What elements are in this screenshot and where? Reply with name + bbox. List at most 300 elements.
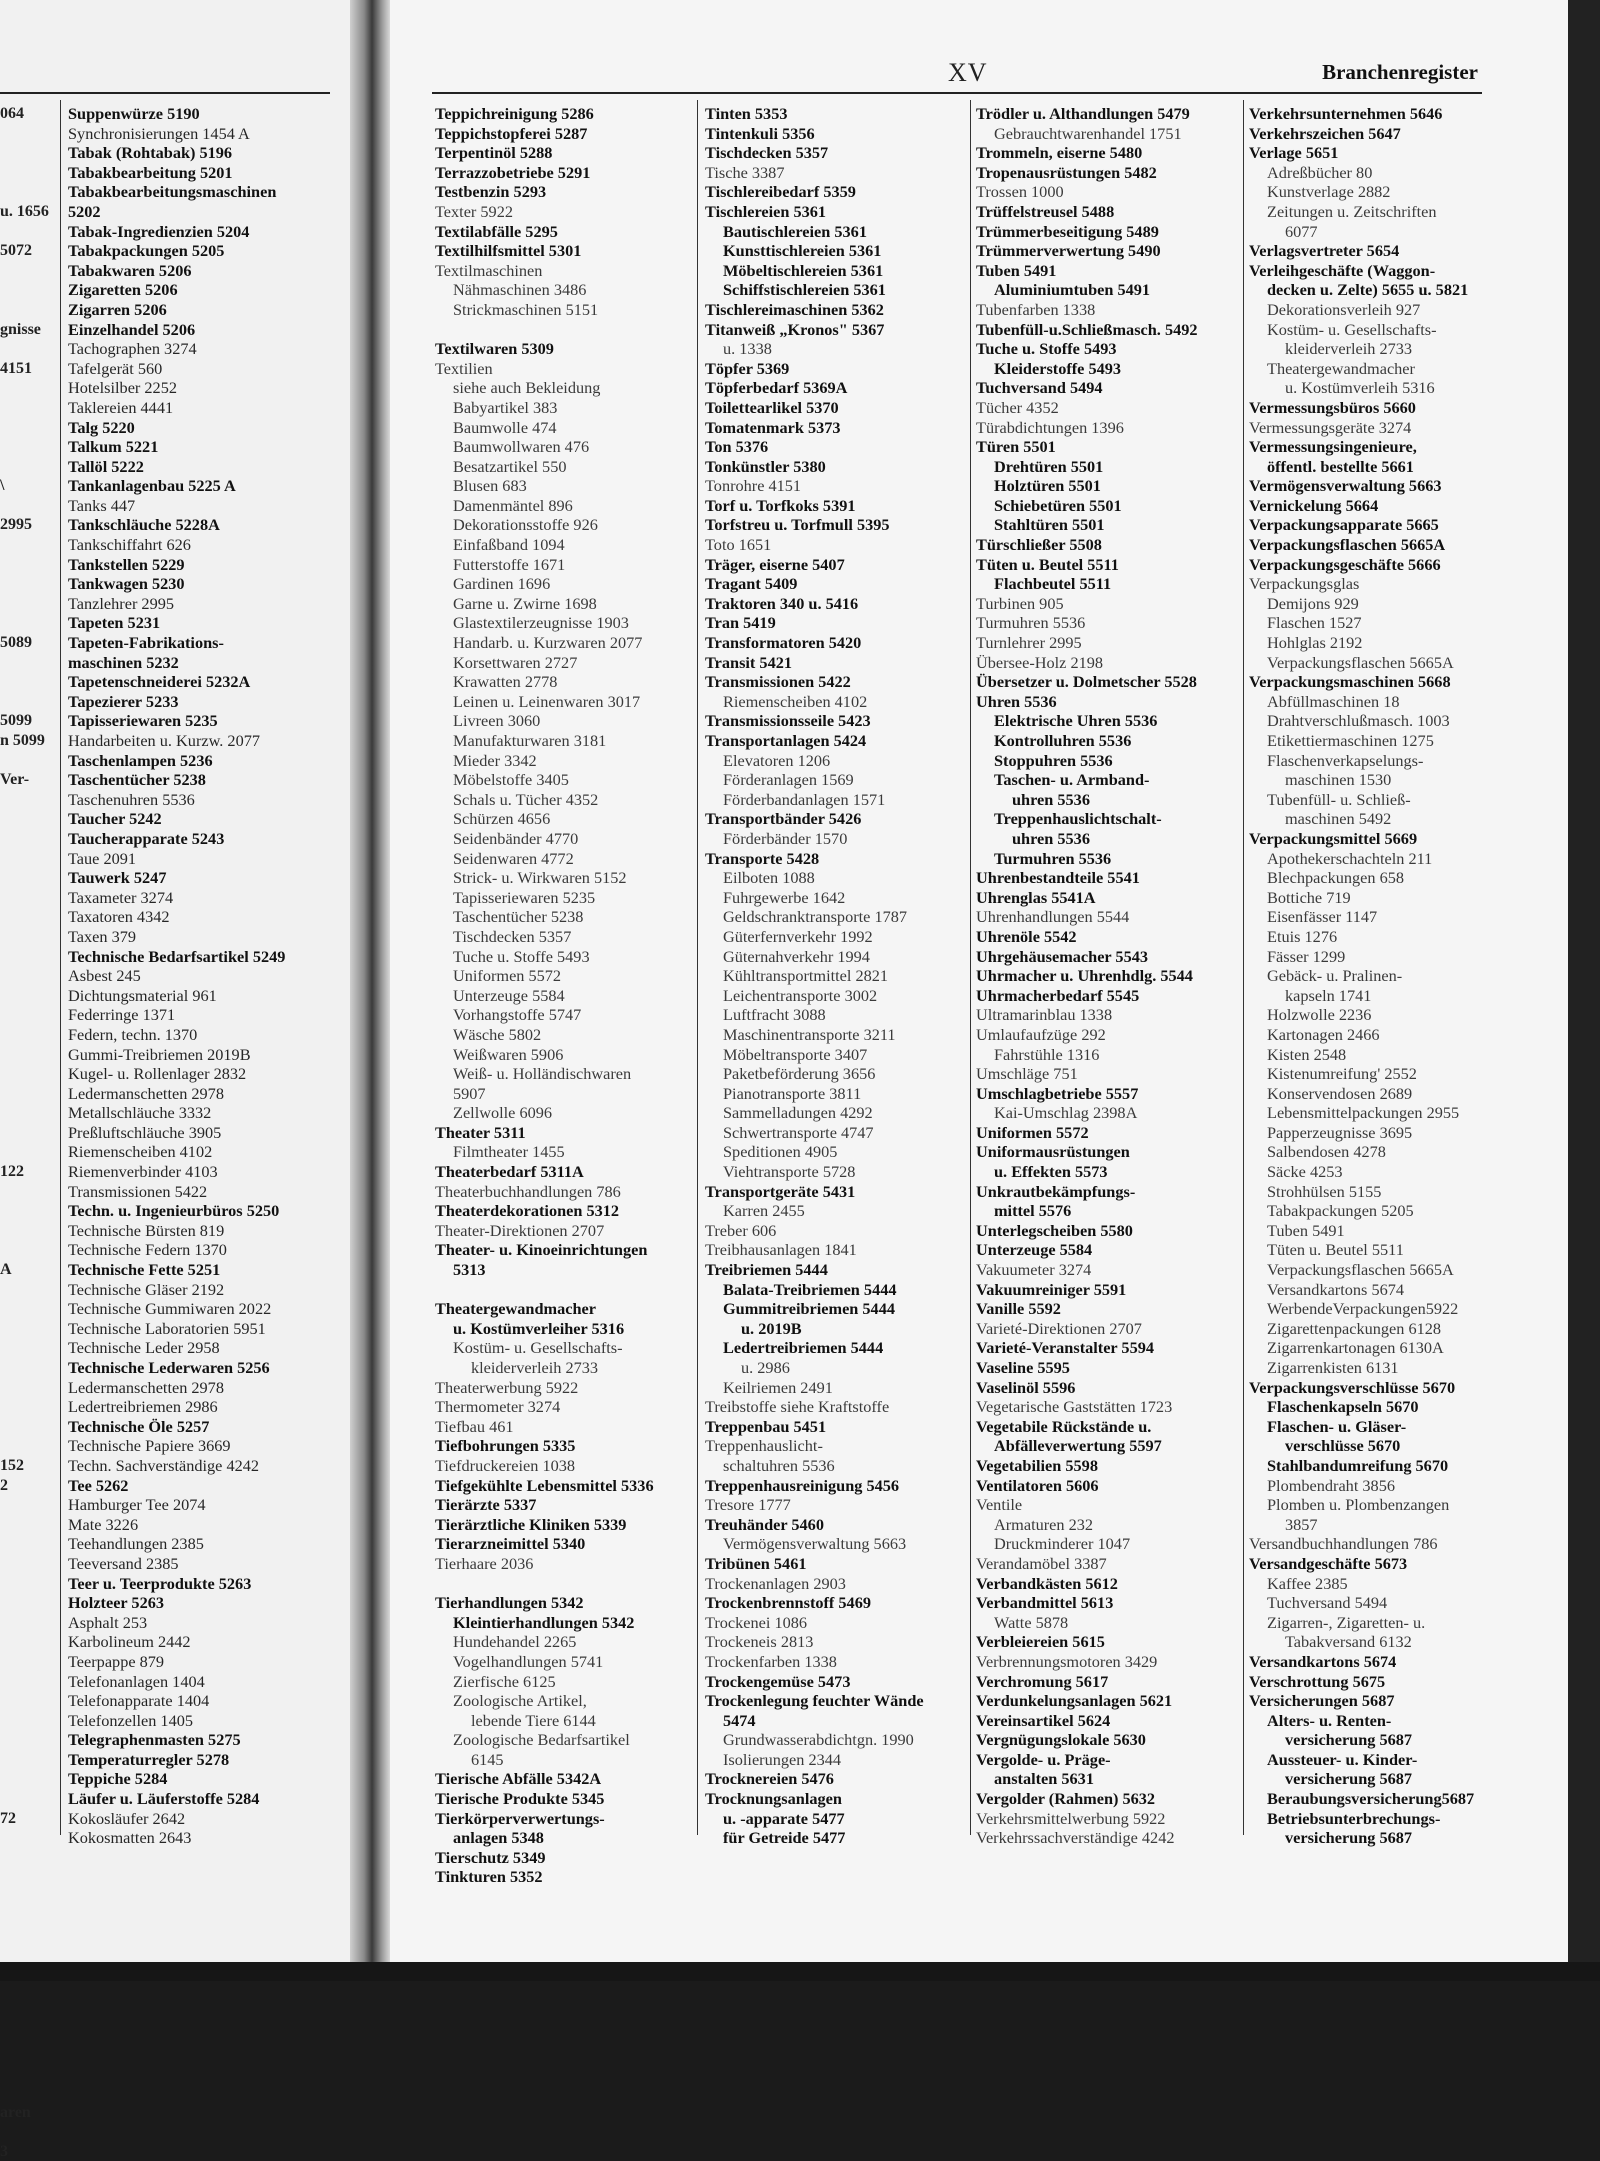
index-entry: Elektrische Uhren 5536 <box>994 711 1158 731</box>
index-entry: Wäsche 5802 <box>453 1024 542 1044</box>
cropped-fragment <box>0 751 49 771</box>
index-entry: Telefonanlagen 1404 <box>68 1671 205 1691</box>
cropped-fragment <box>0 1025 49 1045</box>
index-entry: Filmtheater 1455 <box>453 1142 565 1162</box>
cropped-fragment <box>0 888 49 908</box>
index-entry: Zigarettenpackungen 6128 <box>1267 1318 1442 1338</box>
index-column-4 <box>1249 104 1514 1848</box>
index-entry: Bottiche 719 <box>1267 887 1351 907</box>
index-entry: Baumwolle 474 <box>453 417 557 437</box>
index-entry: Synchronisierungen 1454 A <box>68 123 250 143</box>
index-entry: Kokosläufer 2642 <box>68 1808 186 1828</box>
index-entry: Textilhilfsmittel 5301 <box>435 241 582 261</box>
index-entry: Balata-Treibriemen 5444 <box>723 1279 897 1299</box>
index-entry: Terrazzobetriebe 5291 <box>435 162 591 182</box>
cropped-fragment: 2 <box>0 1476 8 1494</box>
index-entry: Flaschenkapseln 5670 <box>1267 1397 1419 1417</box>
cropped-fragment <box>0 1378 49 1398</box>
index-entry: Theaterdekorationen 5312 <box>435 1201 620 1221</box>
index-entry: Metallschläuche 3332 <box>68 1103 212 1123</box>
cropped-fragment: 5099 <box>0 712 32 730</box>
cropped-fragment <box>0 1730 49 1750</box>
index-entry: kapseln 1741 <box>1285 985 1372 1005</box>
index-entry: Holzteer 5263 <box>68 1593 164 1613</box>
index-entry: Vegetarische Gaststätten 1723 <box>976 1397 1173 1417</box>
index-entry: Förderbandanlagen 1571 <box>723 789 886 809</box>
index-entry: u. 1338 <box>723 339 772 359</box>
index-entry: maschinen 5492 <box>1285 809 1392 829</box>
index-entry: Federringe 1371 <box>68 1005 176 1025</box>
cropped-fragment <box>0 163 49 183</box>
index-entry: Tanks 447 <box>68 495 136 515</box>
index-entry: Weiß- u. Holländischwaren <box>453 1064 632 1084</box>
index-entry: Vermessungsingenieure, <box>1249 437 1417 457</box>
cropped-fragment <box>0 1221 49 1241</box>
column-rule <box>1243 100 1244 1835</box>
cropped-fragment <box>0 1828 49 1848</box>
index-entry: versicherung 5687 <box>1285 1730 1413 1750</box>
index-entry: Technische Laboratorien 5951 <box>68 1318 266 1338</box>
index-entry: Tücher 4352 <box>976 397 1059 417</box>
index-entry: Trockenei 1086 <box>705 1612 808 1632</box>
cropped-fragment <box>0 1338 49 1358</box>
index-entry: Tubenfüll- u. Schließ- <box>1267 789 1411 809</box>
index-entry: Ventile <box>976 1495 1023 1515</box>
index-entry: Technische Gläser 2192 <box>68 1279 225 1299</box>
index-entry: Betriebsunterbrechungs- <box>1267 1808 1441 1828</box>
index-entry: Gebrauchtwarenhandel 1751 <box>994 123 1182 143</box>
index-entry: Trüffelstreusel 5488 <box>976 201 1115 221</box>
index-entry: Unkrautbekämpfungs- <box>976 1181 1136 1201</box>
index-entry: Fuhrgewerbe 1642 <box>723 887 846 907</box>
index-entry: Tran 5419 <box>705 613 776 633</box>
index-entry: Textilwaren 5309 <box>435 339 554 359</box>
index-entry: Verpackungsmittel 5669 <box>1249 828 1418 848</box>
index-entry: Verpackungsgeschäfte 5666 <box>1249 554 1441 574</box>
index-entry: Besatzartikel 550 <box>453 456 567 476</box>
index-entry: Technische Bürsten 819 <box>68 1220 225 1240</box>
index-entry: Dekorationsverleih 927 <box>1267 299 1421 319</box>
index-entry: Güternahverkehr 1994 <box>723 946 870 966</box>
index-entry: Tischdecken 5357 <box>705 143 829 163</box>
index-entry: Drehtüren 5501 <box>994 456 1104 476</box>
index-entry: Kokosmatten 2643 <box>68 1828 192 1848</box>
index-entry: Tee 5262 <box>68 1475 129 1495</box>
index-entry: Türschließer 5508 <box>976 535 1102 555</box>
index-entry: Baumwollwaren 476 <box>453 437 590 457</box>
cropped-fragment <box>0 849 49 869</box>
index-entry: Tubenfüll-u.Schließmasch. 5492 <box>976 319 1198 339</box>
index-entry: Toto 1651 <box>705 535 772 555</box>
index-entry: Lebensmittelpackungen 2955 <box>1267 1103 1460 1123</box>
index-entry: Tomatenmark 5373 <box>705 417 841 437</box>
index-entry: Tankwagen 5230 <box>68 574 185 594</box>
left-cropped-fragments <box>0 104 49 2161</box>
index-entry: Technische Fette 5251 <box>68 1260 221 1280</box>
index-entry: Uhrenbestandteile 5541 <box>976 868 1140 888</box>
index-entry: Tierärztliche Kliniken 5339 <box>435 1514 627 1534</box>
cropped-fragment: 3 <box>0 2142 8 2160</box>
index-entry: Tragant 5409 <box>705 574 798 594</box>
index-entry: Förderanlagen 1569 <box>723 770 854 790</box>
cropped-fragment: 5089 <box>0 634 32 652</box>
index-entry: Trümmerbeseitigung 5489 <box>976 221 1159 241</box>
index-entry: Taxameter 3274 <box>68 887 174 907</box>
index-entry: Taschentücher 5238 <box>453 907 584 927</box>
index-entry: Treppenbau 5451 <box>705 1416 827 1436</box>
index-entry: Ledermanschetten 2978 <box>68 1083 224 1103</box>
index-entry: Versandkartons 5674 <box>1267 1279 1405 1299</box>
index-entry: Transit 5421 <box>705 652 792 672</box>
index-entry: Kartonagen 2466 <box>1267 1024 1380 1044</box>
index-entry: Tabakpackungen 5205 <box>1267 1201 1414 1221</box>
index-entry: Tierische Abfälle 5342A <box>435 1769 602 1789</box>
index-entry: Uniformen 5572 <box>453 966 562 986</box>
index-entry: Drahtverschlußmasch. 1003 <box>1267 711 1450 731</box>
index-entry: Vermessungsgeräte 3274 <box>1249 417 1412 437</box>
index-entry: Gardinen 1696 <box>453 574 551 594</box>
index-entry: Verbandkästen 5612 <box>976 1573 1118 1593</box>
cropped-fragment <box>0 1142 49 1162</box>
index-entry: Ultramarinblau 1338 <box>976 1005 1113 1025</box>
index-column-3 <box>976 104 1241 1848</box>
cropped-fragment <box>0 1103 49 1123</box>
cropped-fragment: A <box>0 1261 12 1279</box>
index-entry: Techn. Sachverständige 4242 <box>68 1455 260 1475</box>
index-entry: Tinten 5353 <box>705 104 788 123</box>
index-entry: Treuhänder 5460 <box>705 1514 824 1534</box>
index-entry: Vermessungsbüros 5660 <box>1249 397 1416 417</box>
index-entry: Telefonapparate 1404 <box>68 1691 210 1711</box>
cropped-fragment <box>0 555 49 575</box>
index-entry: Handarbeiten u. Kurzw. 2077 <box>68 731 260 750</box>
index-entry: Verchromung 5617 <box>976 1671 1109 1691</box>
index-entry: Holztüren 5501 <box>994 476 1101 496</box>
index-entry: Texter 5922 <box>435 201 513 221</box>
cropped-fragment <box>0 1436 49 1456</box>
index-entry: Theaterbedarf 5311A <box>435 1162 584 1182</box>
index-entry: Eilboten 1088 <box>723 868 815 888</box>
index-entry: Verkehrszeichen 5647 <box>1249 123 1401 143</box>
page-title: Branchenregister <box>1322 60 1478 84</box>
index-entry: Leinen u. Leinenwaren 3017 <box>453 691 641 711</box>
index-entry: Sammelladungen 4292 <box>723 1103 873 1123</box>
index-entry: Verpackungsflaschen 5665A <box>1249 535 1446 555</box>
index-entry: Tische 3387 <box>705 162 785 182</box>
index-entry: Tankstellen 5229 <box>68 554 185 574</box>
cropped-fragment <box>0 790 49 810</box>
index-entry: Technische Federn 1370 <box>68 1240 227 1260</box>
index-entry: Teeversand 2385 <box>68 1553 179 1573</box>
index-entry: Kleiderstoffe 5493 <box>994 358 1122 378</box>
cropped-fragment <box>0 339 49 359</box>
index-entry: Transmissionen 5422 <box>68 1181 208 1201</box>
cropped-fragment <box>0 1848 49 1868</box>
index-entry: Verpackungsapparate 5665 <box>1249 515 1439 535</box>
index-entry: Vergolde- u. Präge- <box>976 1749 1111 1769</box>
index-entry: Luftfracht 3088 <box>723 1005 826 1025</box>
index-entry: Uniformausrüstungen <box>976 1142 1130 1162</box>
index-entry: Hotelsilber 2252 <box>68 378 177 398</box>
index-entry: Trocknungsanlagen <box>705 1789 842 1809</box>
cropped-fragment <box>0 829 49 849</box>
index-entry: Übersetzer u. Dolmetscher 5528 <box>976 672 1197 692</box>
cropped-fragment <box>0 653 49 673</box>
index-entry: Textilmaschinen <box>435 260 543 280</box>
index-entry: Tuchversand 5494 <box>976 378 1103 398</box>
cropped-fragment <box>0 574 49 594</box>
index-entry: Tuben 5491 <box>976 260 1057 280</box>
index-entry: Vaseline 5595 <box>976 1358 1070 1377</box>
index-entry: Paketbeförderung 3656 <box>723 1064 876 1084</box>
book-gutter <box>350 0 390 1981</box>
index-entry: Konservendosen 2689 <box>1267 1083 1413 1103</box>
index-entry: Tierhaare 2036 <box>435 1553 534 1573</box>
index-entry: Technische Papiere 3669 <box>68 1436 231 1456</box>
index-entry: Taue 2091 <box>68 848 137 868</box>
cropped-fragment <box>0 1534 49 1554</box>
index-entry: Zigarren 5206 <box>68 299 167 319</box>
cropped-fragment <box>0 947 49 967</box>
cropped-fragment <box>0 2024 49 2044</box>
cropped-fragment <box>0 1182 49 1202</box>
index-entry: Unterzeuge 5584 <box>453 985 565 1005</box>
index-entry: Tonrohre 4151 <box>705 476 802 496</box>
index-entry: Kühltransportmittel 2821 <box>723 966 889 986</box>
index-entry: Aluminiumtuben 5491 <box>994 280 1151 300</box>
index-entry: Tapetenschneiderei 5232A <box>68 672 251 692</box>
index-entry: Schwertransporte 4747 <box>723 1122 874 1142</box>
cropped-fragment <box>0 1201 49 1221</box>
index-entry: Seidenwaren 4772 <box>453 848 574 868</box>
cropped-fragment <box>0 300 49 320</box>
column-rule <box>697 100 698 1835</box>
header-rule <box>432 92 1482 94</box>
index-entry: Vogelhandlungen 5741 <box>453 1651 604 1671</box>
cropped-fragment: gnisse <box>0 320 41 338</box>
index-entry: Verpackungsverschlüsse 5670 <box>1249 1377 1456 1397</box>
index-entry: Plombendraht 3856 <box>1267 1475 1395 1495</box>
index-entry: Taklereien 4441 <box>68 397 174 417</box>
index-entry: decken u. Zelte) 5655 u. 5821 <box>1267 280 1469 300</box>
index-entry: Übersee-Holz 2198 <box>976 652 1104 672</box>
index-entry: Hundehandel 2265 <box>453 1632 577 1652</box>
index-entry: u. Effekten 5573 <box>994 1162 1108 1182</box>
index-entry: maschinen 1530 <box>1285 770 1392 790</box>
index-entry: Druckminderer 1047 <box>994 1534 1131 1554</box>
index-entry: Trocknereien 5476 <box>705 1769 834 1789</box>
index-entry: Holzwolle 2236 <box>1267 1005 1372 1025</box>
index-entry: Uhrgehäusemacher 5543 <box>976 946 1148 966</box>
index-entry: u. 2986 <box>741 1358 790 1377</box>
index-entry: Manufakturwaren 3181 <box>453 731 607 750</box>
index-entry: Toilettearlikel 5370 <box>705 397 839 417</box>
cropped-fragment: aren <box>0 2103 31 2121</box>
index-entry: Tachographen 3274 <box>68 339 197 359</box>
index-entry: Eisenfässer 1147 <box>1267 907 1378 927</box>
index-entry: Blechpackungen 658 <box>1267 868 1404 888</box>
index-entry: Damenmäntel 896 <box>453 495 573 515</box>
index-entry: Tapeten 5231 <box>68 613 161 633</box>
cropped-fragment <box>0 1887 49 1907</box>
index-entry: anlagen 5348 <box>453 1828 544 1848</box>
index-entry: Verkehrssachverständige 4242 <box>976 1828 1175 1848</box>
cropped-fragment <box>0 1574 49 1594</box>
cropped-fragment: 064 <box>0 105 24 122</box>
left-header-rule <box>0 92 330 94</box>
index-entry: Etuis 1276 <box>1267 926 1338 946</box>
index-entry: Versandgeschäfte 5673 <box>1249 1553 1408 1573</box>
index-entry: anstalten 5631 <box>994 1769 1094 1789</box>
index-entry: Asbest 245 <box>68 966 141 986</box>
index-entry: Strohhülsen 5155 <box>1267 1181 1382 1201</box>
index-entry: Einzelhandel 5206 <box>68 319 196 339</box>
cropped-fragment <box>0 1084 49 1104</box>
index-entry: Verdunkelungsanlagen 5621 <box>976 1691 1173 1711</box>
index-entry: Zigarrenkartonagen 6130A <box>1267 1338 1444 1358</box>
index-entry <box>435 1280 635 1300</box>
index-entry: Tüten u. Beutel 5511 <box>1267 1240 1404 1260</box>
cropped-fragment <box>0 1613 49 1633</box>
index-entry: Turbinen 905 <box>976 593 1064 613</box>
cropped-fragment <box>0 1515 49 1535</box>
left-column-rule <box>60 100 61 1835</box>
cropped-fragment <box>0 1907 49 1927</box>
scan-border <box>0 1962 1600 1981</box>
index-entry: Trümmerverwertung 5490 <box>976 241 1161 261</box>
cropped-fragment <box>0 1123 49 1143</box>
cropped-fragment: 152 <box>0 1456 24 1474</box>
index-entry: Telefonzellen 1405 <box>68 1710 193 1730</box>
index-entry: Vereinsartikel 5624 <box>976 1710 1111 1730</box>
index-entry: Tankschiffahrt 626 <box>68 535 191 555</box>
index-entry: Tierschutz 5349 <box>435 1847 546 1867</box>
index-entry: Preßluftschläuche 3905 <box>68 1122 222 1142</box>
cropped-fragment <box>0 2005 49 2025</box>
index-entry: Uhrenhandlungen 5544 <box>976 907 1130 927</box>
index-entry: Leichentransporte 3002 <box>723 985 878 1005</box>
index-entry: Tierarzneimittel 5340 <box>435 1534 586 1554</box>
index-entry: Vakuumreiniger 5591 <box>976 1279 1127 1299</box>
cropped-fragment: 5072 <box>0 242 32 260</box>
index-entry: Zigarren-, Zigaretten- u. <box>1267 1612 1426 1632</box>
index-entry: Schürzen 4656 <box>453 809 551 829</box>
index-entry: Verpackungsmaschinen 5668 <box>1249 672 1451 692</box>
index-entry: Taschenuhren 5536 <box>68 789 195 809</box>
index-entry: Tiefbohrungen 5335 <box>435 1436 576 1456</box>
index-entry: Uhrmacher u. Uhrenhdlg. 5544 <box>976 966 1193 986</box>
index-entry: Ventilatoren 5606 <box>976 1475 1099 1495</box>
index-entry: Fahrstühle 1316 <box>994 1044 1100 1064</box>
index-entry: Tischlereibedarf 5359 <box>705 182 856 202</box>
index-entry: Kaffee 2385 <box>1267 1573 1348 1593</box>
cropped-fragment <box>0 1632 49 1652</box>
index-entry: Einfaßband 1094 <box>453 535 565 555</box>
index-entry: Theatergewandmacher <box>435 1299 596 1319</box>
cropped-fragment <box>0 398 49 418</box>
index-entry: Tischlereimaschinen 5362 <box>705 299 884 319</box>
index-entry: Tabakbearbeitung 5201 <box>68 162 233 182</box>
index-entry: Möbelstoffe 3405 <box>453 770 569 790</box>
index-entry: Trossen 1000 <box>976 182 1064 202</box>
index-entry: Vaselinöl 5596 <box>976 1377 1076 1397</box>
index-entry: Tierische Produkte 5345 <box>435 1789 605 1809</box>
index-entry: Flaschen- u. Gläser- <box>1267 1416 1407 1436</box>
index-entry: Terpentinöl 5288 <box>435 143 553 163</box>
index-entry: Uniformen 5572 <box>976 1122 1089 1142</box>
cropped-fragment <box>0 594 49 614</box>
index-entry: Güterfernverkehr 1992 <box>723 926 873 946</box>
index-entry: Zellwolle 6096 <box>453 1103 553 1123</box>
index-entry: Plomben u. Plombenzangen <box>1267 1495 1450 1515</box>
index-entry: Viehtransporte 5728 <box>723 1162 856 1182</box>
index-entry: Tuchversand 5494 <box>1267 1593 1388 1613</box>
index-entry: Strickmaschinen 5151 <box>453 299 599 319</box>
index-entry: Riemenscheiben 4102 <box>723 691 868 711</box>
cropped-fragment <box>0 1672 49 1692</box>
cropped-fragment <box>0 1769 49 1789</box>
cropped-fragment: 2995 <box>0 516 32 534</box>
index-entry: Mate 3226 <box>68 1514 139 1534</box>
index-entry: Turmuhren 5536 <box>976 613 1086 633</box>
index-entry: Umschläge 751 <box>976 1064 1078 1084</box>
index-entry: Dekorationsstoffe 926 <box>453 515 598 535</box>
index-entry: uhren 5536 <box>1012 828 1090 848</box>
index-entry: Garne u. Zwirne 1698 <box>453 593 597 613</box>
cropped-fragment <box>0 1691 49 1711</box>
index-entry: Töpferbedarf 5369A <box>705 378 848 398</box>
index-entry: Treibriemen 5444 <box>705 1260 828 1280</box>
index-entry: Tallöl 5222 <box>68 456 144 476</box>
index-entry: Textilabfälle 5295 <box>435 221 558 241</box>
index-entry: Teppiche 5284 <box>68 1769 168 1789</box>
index-entry: Tüten u. Beutel 5511 <box>976 554 1119 574</box>
index-entry: 5313 <box>453 1260 486 1280</box>
index-entry: schaltuhren 5536 <box>723 1455 835 1475</box>
index-entry: Vorhangstoffe 5747 <box>453 1005 582 1025</box>
index-entry: Treibhausanlagen 1841 <box>705 1240 857 1260</box>
index-entry: Elevatoren 1206 <box>723 750 831 770</box>
index-entry: Verleihgeschäfte (Waggon- <box>1249 260 1436 280</box>
index-entry: Tiefgekühlte Lebensmittel 5336 <box>435 1475 654 1495</box>
index-entry: versicherung 5687 <box>1285 1769 1413 1789</box>
index-entry: kleiderverleih 2733 <box>1285 339 1413 359</box>
index-entry: Taxatoren 4342 <box>68 907 170 927</box>
index-entry: Unterlegscheiben 5580 <box>976 1220 1133 1240</box>
index-entry: Umschlagbetriebe 5557 <box>976 1083 1139 1103</box>
index-entry: Säcke 4253 <box>1267 1162 1343 1182</box>
index-entry: Trockenbrennstoff 5469 <box>705 1593 871 1613</box>
index-entry: Zierfische 6125 <box>453 1671 556 1691</box>
index-entry: Stoppuhren 5536 <box>994 750 1113 770</box>
index-entry: Abfüllmaschinen 18 <box>1267 691 1400 711</box>
index-entry: Teppichreinigung 5286 <box>435 104 594 123</box>
index-entry: Tribünen 5461 <box>705 1553 807 1573</box>
index-entry: Tabak (Rohtabak) 5196 <box>68 143 233 163</box>
cropped-fragment <box>0 1064 49 1084</box>
index-entry: Telegraphenmasten 5275 <box>68 1730 241 1750</box>
index-entry: Mieder 3342 <box>453 750 537 770</box>
cropped-fragment: n 5099 <box>0 732 45 749</box>
index-entry: Riemenverbinder 4103 <box>68 1162 218 1182</box>
index-entry: Apothekerschachteln 211 <box>1267 848 1433 868</box>
index-entry: Varieté-Direktionen 2707 <box>976 1318 1142 1338</box>
index-entry: Kugel- u. Rollenlager 2832 <box>68 1064 247 1084</box>
index-entry: Trödler u. Althandlungen 5479 <box>976 104 1190 123</box>
index-entry: 5202 <box>68 201 101 221</box>
page-number: XV <box>948 58 988 87</box>
index-entry: Technische Gummiwaren 2022 <box>68 1299 272 1319</box>
